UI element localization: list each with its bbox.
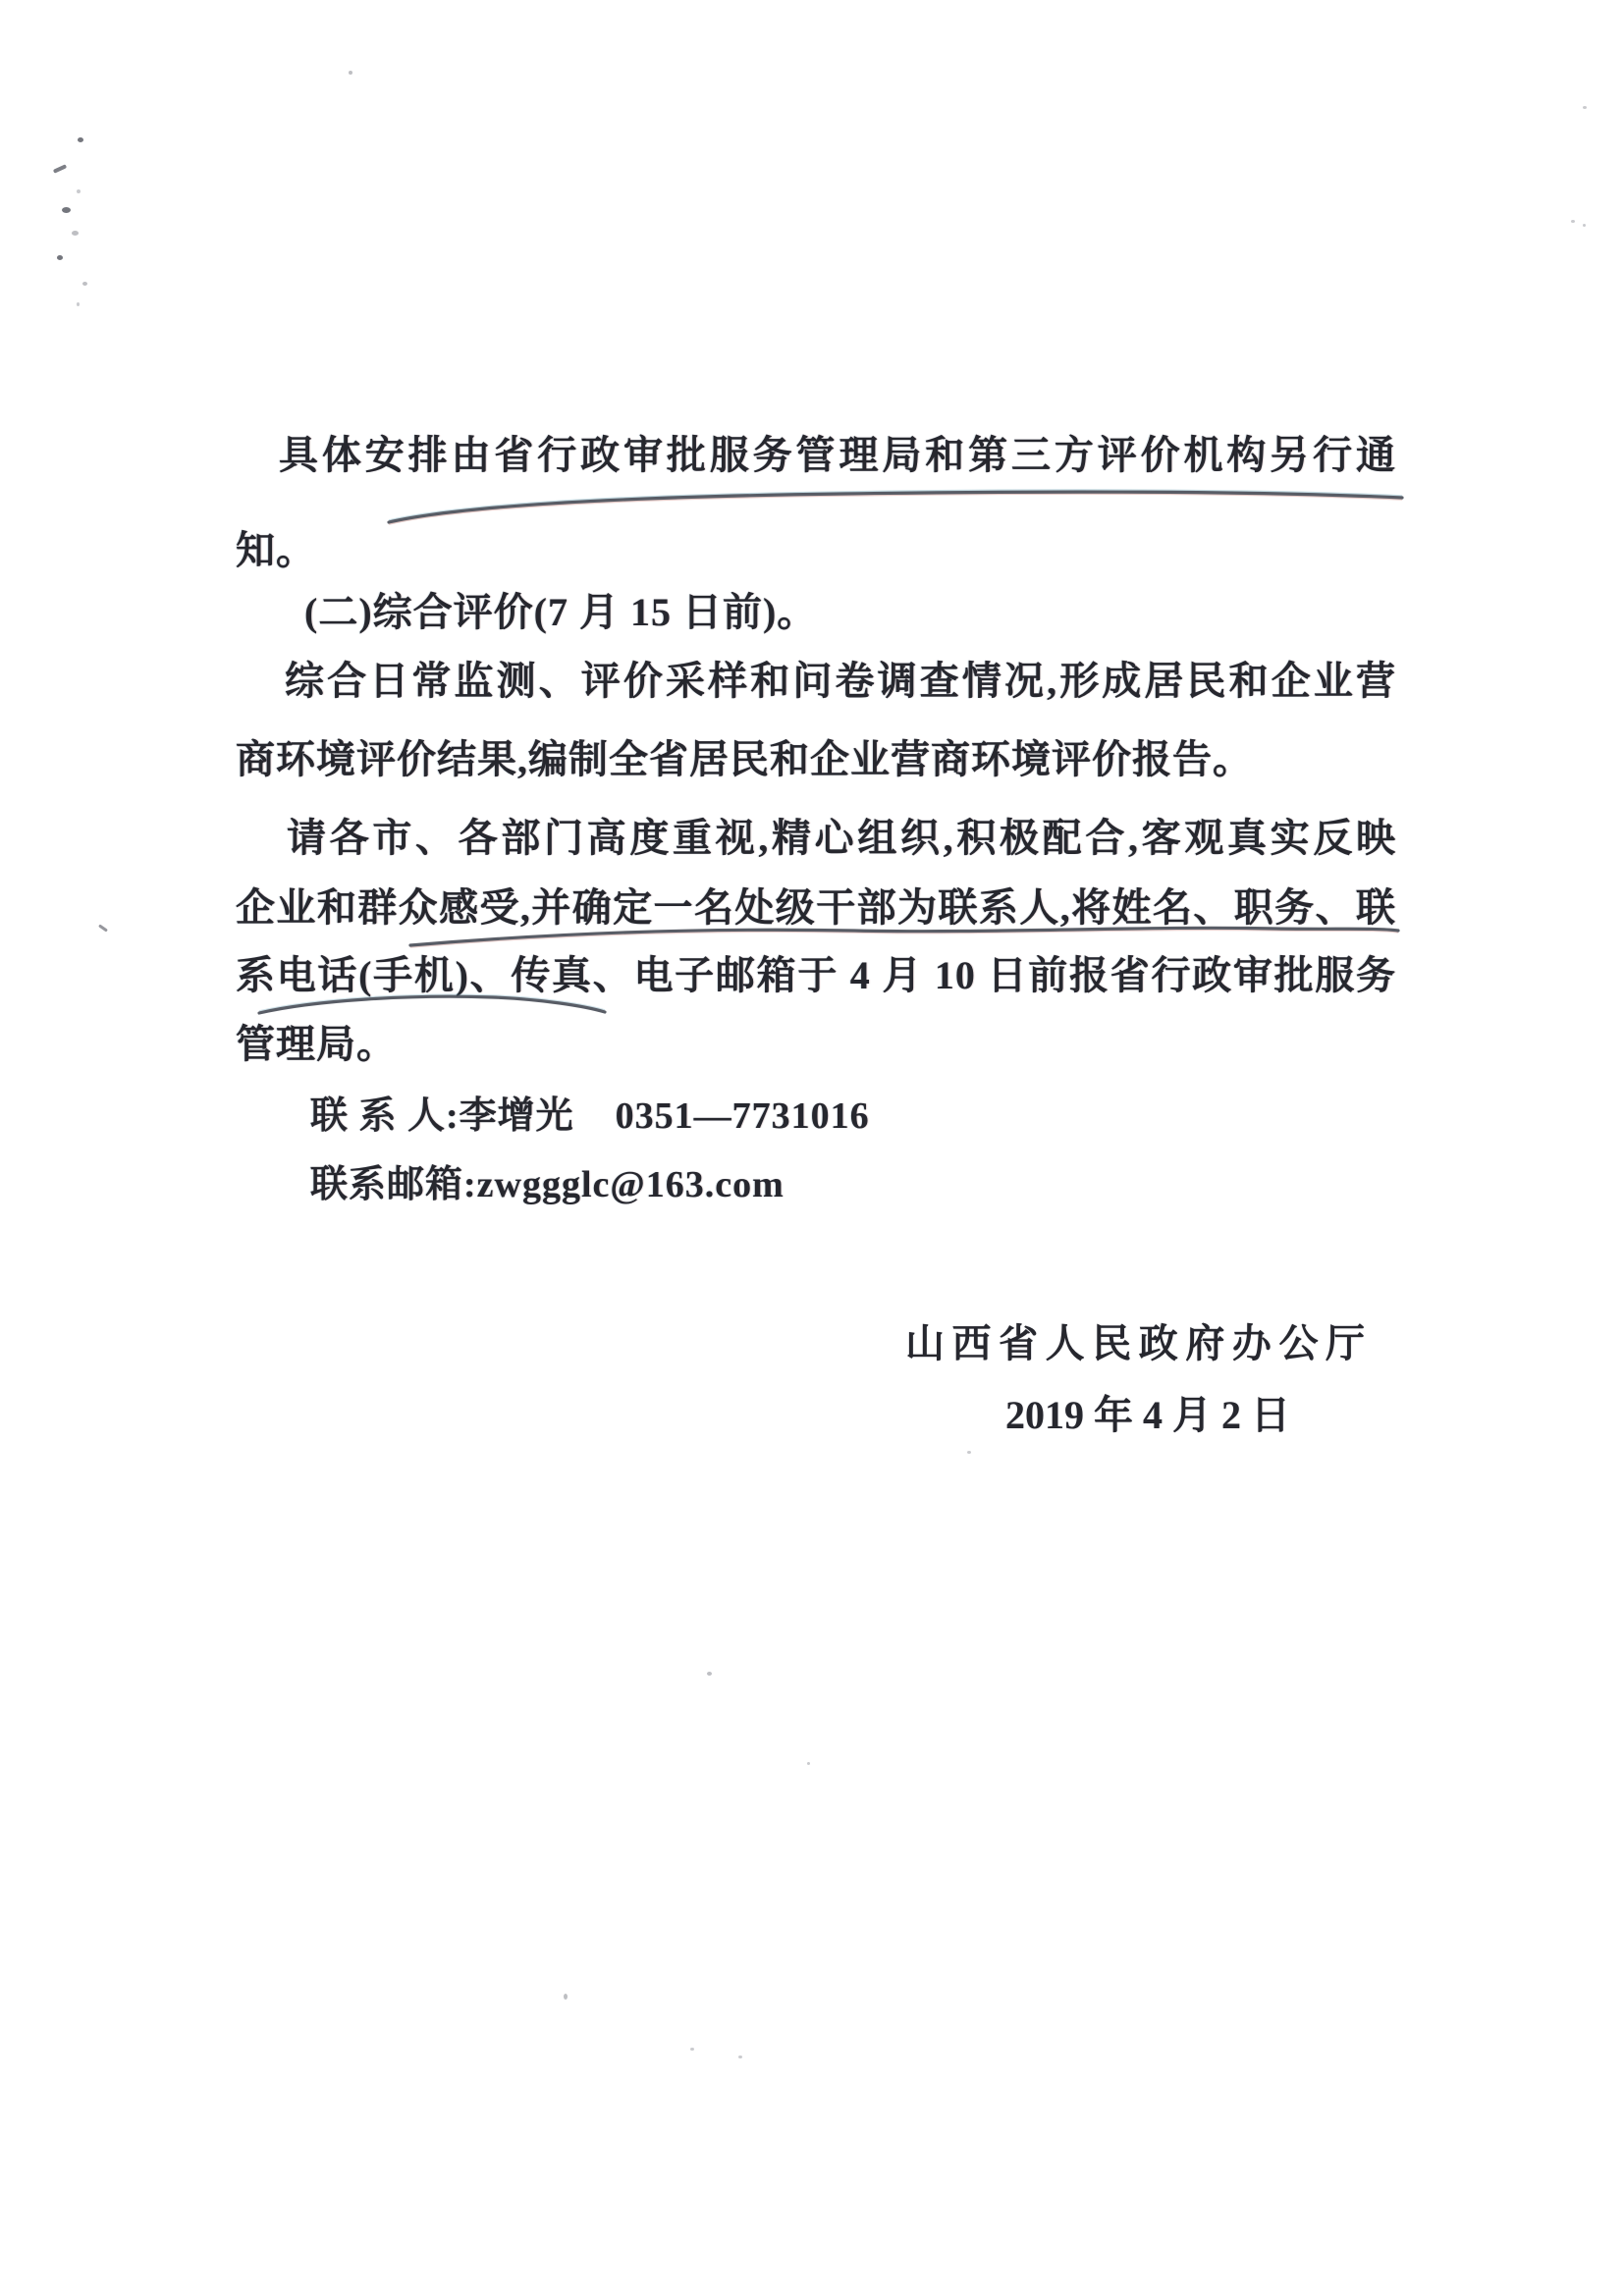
body-line: 具体安排由省行政审批服务管理局和第三方评价机构另行通 <box>279 433 1396 477</box>
scan-speck <box>82 282 87 286</box>
body-line: 系电话(手机)、传真、电子邮箱于 4 月 10 日前报省行政审批服务 <box>236 953 1396 997</box>
scan-speck <box>1583 106 1587 109</box>
scan-speck <box>1583 224 1586 227</box>
scan-speck <box>53 164 67 174</box>
scan-speck <box>77 302 80 306</box>
scan-speck <box>77 189 81 193</box>
body-line: 请各市、各部门高度重视,精心组织,积极配合,客观真实反映 <box>287 816 1396 860</box>
body-line: 商环境评价结果,编制全省居民和企业营商环境评价报告。 <box>236 737 1253 781</box>
contact-email-line: 联系邮箱:zwggglc@163.com <box>310 1164 785 1205</box>
signature-organization: 山西省人民政府办公厅 <box>905 1321 1365 1365</box>
scan-speck <box>62 207 71 213</box>
scan-speck <box>78 137 83 142</box>
body-line: 企业和群众感受,并确定一名处级干部为联系人,将姓名、职务、联 <box>236 885 1396 930</box>
document-body <box>236 0 1396 2296</box>
scan-speck <box>1571 220 1575 223</box>
body-line: 综合日常监测、评价采样和问卷调查情况,形成居民和企业营 <box>285 659 1396 703</box>
body-line: 知。 <box>236 528 316 572</box>
contact-person-line: 联 系 人:李增光 0351—7731016 <box>310 1095 870 1137</box>
scan-speck <box>98 924 108 932</box>
scan-speck <box>72 231 79 236</box>
signature-date: 2019 年 4 月 2 日 <box>1005 1393 1290 1437</box>
section-heading: (二)综合评价(7 月 15 日前)。 <box>304 590 818 634</box>
body-line: 管理局。 <box>236 1022 397 1066</box>
scan-speck <box>57 255 63 260</box>
